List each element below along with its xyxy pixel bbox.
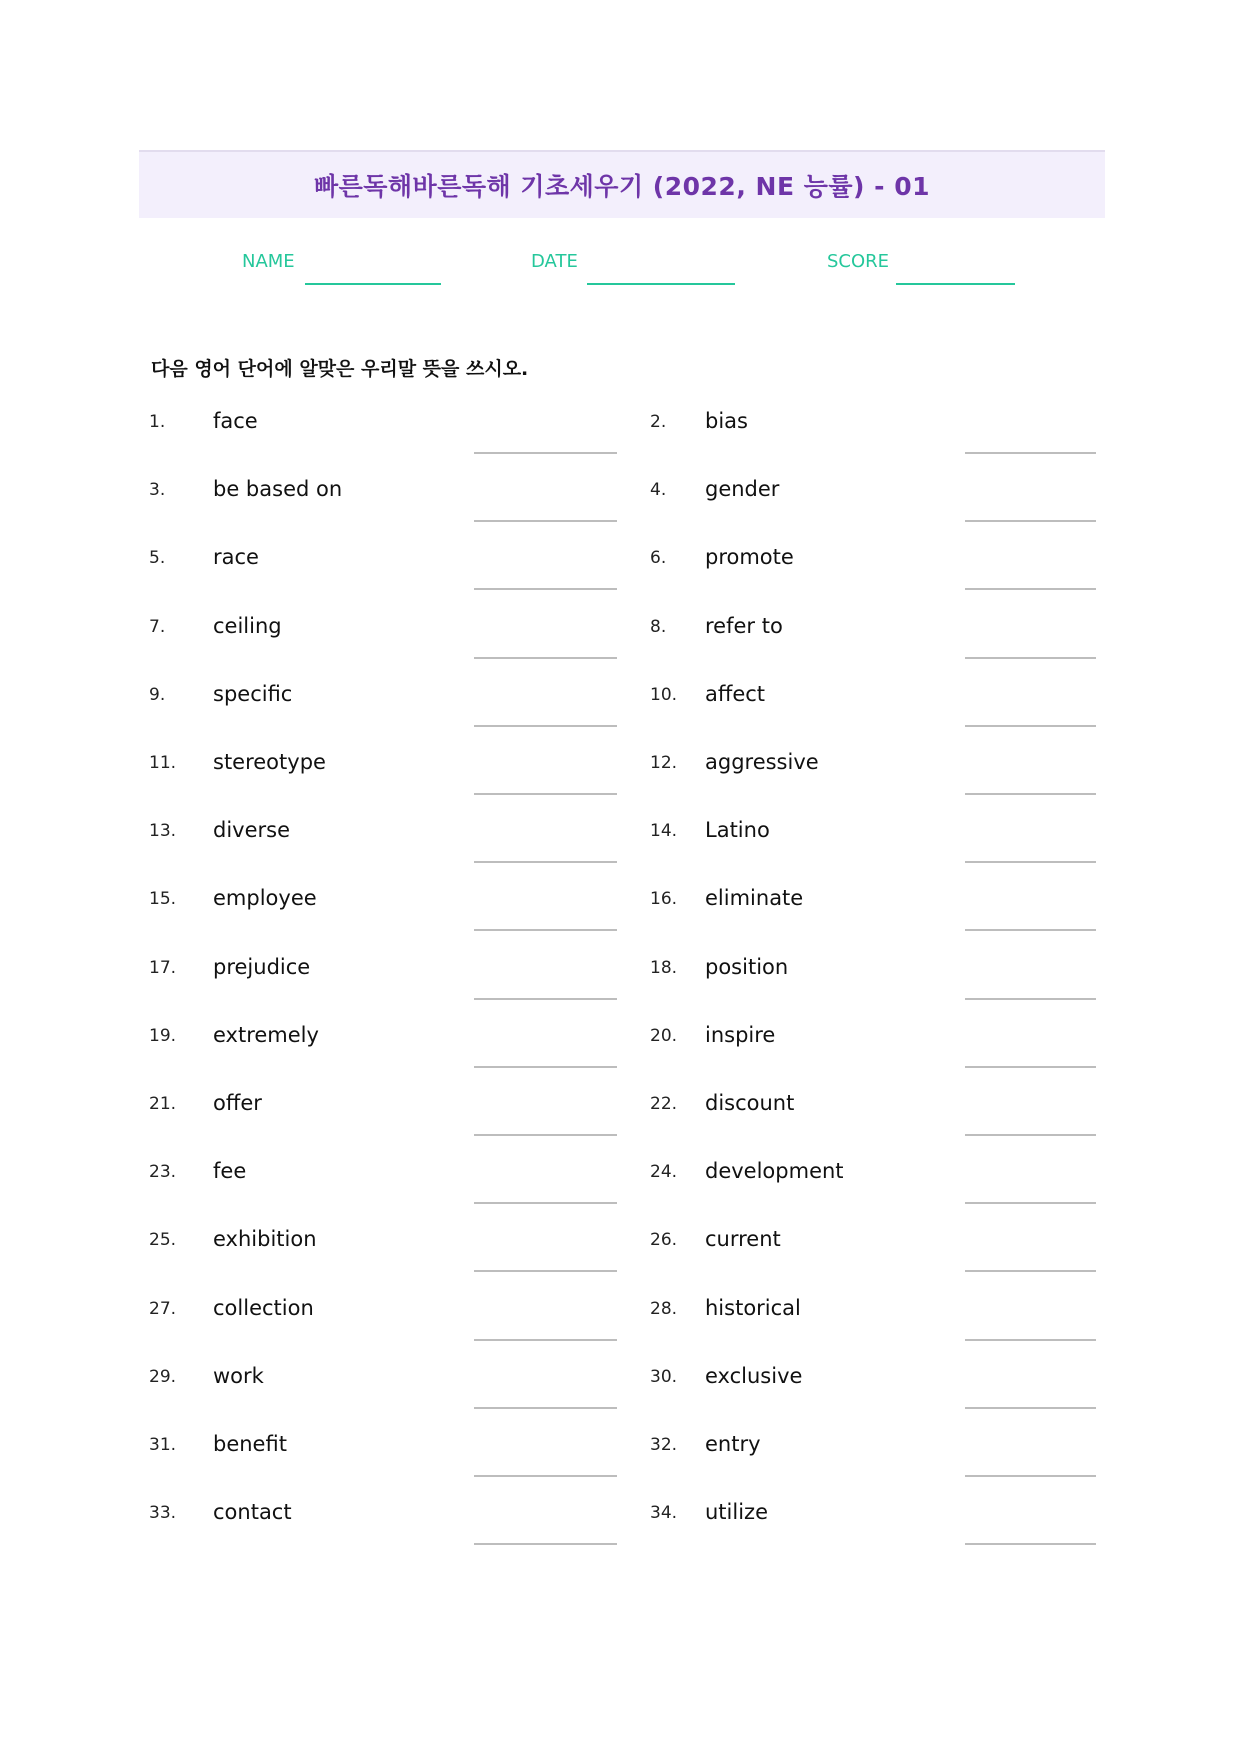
item-word: fee <box>213 1159 247 1184</box>
item-word: extremely <box>213 1022 319 1047</box>
answer-blank[interactable] <box>965 1270 1096 1272</box>
item-word: specific <box>213 681 293 706</box>
name-field[interactable] <box>305 283 441 285</box>
item-word: be based on <box>213 477 343 502</box>
answer-blank[interactable] <box>474 1543 617 1545</box>
list-item <box>149 677 609 717</box>
list-item <box>149 813 609 853</box>
item-word: position <box>705 954 789 979</box>
item-number: 16. <box>650 889 678 910</box>
item-number: 33. <box>149 1503 177 1524</box>
name-label: NAME <box>242 251 295 272</box>
answer-blank[interactable] <box>965 793 1096 795</box>
list-item <box>149 1086 609 1126</box>
answer-blank[interactable] <box>474 1475 617 1477</box>
item-word: race <box>213 545 259 570</box>
answer-blank[interactable] <box>965 725 1096 727</box>
list-item <box>650 677 1110 717</box>
answer-blank[interactable] <box>474 929 617 931</box>
answer-blank[interactable] <box>965 998 1096 1000</box>
item-number: 24. <box>650 1162 678 1183</box>
list-item <box>149 609 609 649</box>
instruction-text: 다음 영어 단어에 알맞은 우리말 뜻을 쓰시오. <box>151 358 529 380</box>
answer-blank[interactable] <box>474 1202 617 1204</box>
item-number: 15. <box>149 889 177 910</box>
item-word: work <box>213 1363 264 1388</box>
item-number: 26. <box>650 1230 678 1251</box>
item-number: 3. <box>149 480 166 501</box>
list-item <box>650 1359 1110 1399</box>
item-word: promote <box>705 545 794 570</box>
item-number: 1. <box>149 412 166 432</box>
score-field[interactable] <box>896 283 1015 285</box>
item-number: 2. <box>650 412 667 432</box>
list-item <box>149 1427 609 1467</box>
item-word: development <box>705 1159 844 1184</box>
answer-blank[interactable] <box>474 1134 617 1136</box>
list-item <box>650 540 1110 580</box>
list-item <box>650 950 1110 990</box>
item-word: entry <box>705 1432 761 1456</box>
answer-blank[interactable] <box>965 520 1096 522</box>
list-item <box>149 881 609 921</box>
answer-blank[interactable] <box>965 452 1096 454</box>
item-word: ceiling <box>213 613 282 638</box>
item-number: 34. <box>650 1503 678 1524</box>
item-word: utilize <box>705 1500 768 1525</box>
answer-blank[interactable] <box>965 1475 1096 1477</box>
list-item <box>650 404 1110 444</box>
item-word: inspire <box>705 1022 776 1047</box>
answer-blank[interactable] <box>474 861 617 863</box>
item-word: face <box>213 409 258 433</box>
answer-blank[interactable] <box>965 1134 1096 1136</box>
list-item <box>650 1495 1110 1535</box>
list-item <box>149 1154 609 1194</box>
answer-blank[interactable] <box>965 1202 1096 1204</box>
answer-blank[interactable] <box>474 1270 617 1272</box>
item-word: prejudice <box>213 954 311 979</box>
item-number: 27. <box>149 1298 177 1319</box>
answer-blank[interactable] <box>965 861 1096 863</box>
list-item <box>650 472 1110 512</box>
item-number: 28. <box>650 1298 678 1319</box>
item-word: bias <box>705 409 748 433</box>
list-item <box>149 1222 609 1262</box>
item-word: current <box>705 1227 781 1252</box>
item-word: collection <box>213 1295 314 1320</box>
item-number: 23. <box>149 1162 177 1183</box>
item-number: 30. <box>650 1366 678 1387</box>
item-word: contact <box>213 1500 292 1525</box>
item-number: 6. <box>650 548 667 569</box>
list-item <box>650 881 1110 921</box>
item-word: benefit <box>213 1432 287 1456</box>
list-item <box>149 472 609 512</box>
item-number: 21. <box>149 1094 177 1114</box>
answer-blank[interactable] <box>965 588 1096 590</box>
item-number: 12. <box>650 753 678 773</box>
list-item <box>650 1291 1110 1331</box>
worksheet-title: 빠른독해바른독해 기초세우기 (2022, NE 능률) - 01 <box>313 172 931 201</box>
list-item <box>149 745 609 785</box>
list-item <box>650 1154 1110 1194</box>
list-item <box>149 540 609 580</box>
item-word: offer <box>213 1091 262 1115</box>
list-item <box>650 745 1110 785</box>
item-word: aggressive <box>705 750 819 774</box>
item-number: 4. <box>650 480 667 501</box>
list-item <box>149 1359 609 1399</box>
item-number: 25. <box>149 1230 177 1251</box>
list-item <box>650 609 1110 649</box>
list-item <box>149 1018 609 1058</box>
list-item <box>650 1086 1110 1126</box>
answer-blank[interactable] <box>474 1407 617 1409</box>
date-field[interactable] <box>587 283 735 285</box>
item-word: diverse <box>213 818 291 843</box>
item-word: stereotype <box>213 750 326 774</box>
item-word: exhibition <box>213 1227 317 1252</box>
answer-blank[interactable] <box>965 1339 1096 1341</box>
answer-blank[interactable] <box>474 657 617 659</box>
item-word: discount <box>705 1091 795 1115</box>
score-label: SCORE <box>827 251 890 272</box>
item-number: 8. <box>650 616 667 637</box>
item-number: 7. <box>149 616 166 637</box>
answer-blank[interactable] <box>965 1066 1096 1068</box>
item-word: employee <box>213 886 317 911</box>
item-number: 13. <box>149 821 177 842</box>
item-word: affect <box>705 681 766 706</box>
date-label: DATE <box>531 251 578 272</box>
answer-blank[interactable] <box>474 793 617 795</box>
answer-blank[interactable] <box>474 520 617 522</box>
item-number: 5. <box>149 548 166 569</box>
item-number: 10. <box>650 684 678 705</box>
answer-blank[interactable] <box>474 725 617 727</box>
list-item <box>650 1018 1110 1058</box>
item-number: 11. <box>149 753 177 773</box>
item-number: 17. <box>149 957 177 978</box>
item-word: eliminate <box>705 886 804 911</box>
answer-blank[interactable] <box>474 1339 617 1341</box>
answer-blank[interactable] <box>474 588 617 590</box>
item-word: refer to <box>705 613 783 638</box>
answer-blank[interactable] <box>965 1407 1096 1409</box>
item-number: 22. <box>650 1094 678 1114</box>
item-number: 31. <box>149 1435 177 1455</box>
answer-blank[interactable] <box>965 929 1096 931</box>
list-item <box>149 404 609 444</box>
item-number: 29. <box>149 1366 177 1387</box>
answer-blank[interactable] <box>965 657 1096 659</box>
item-number: 32. <box>650 1435 678 1455</box>
answer-blank[interactable] <box>474 1066 617 1068</box>
title-bar <box>139 150 1105 218</box>
list-item <box>149 950 609 990</box>
item-number: 20. <box>650 1025 678 1046</box>
list-item <box>149 1495 609 1535</box>
list-item <box>650 1222 1110 1262</box>
list-item <box>650 1427 1110 1467</box>
item-number: 19. <box>149 1025 177 1046</box>
item-word: gender <box>705 477 780 502</box>
item-word: historical <box>705 1295 801 1320</box>
answer-blank[interactable] <box>474 452 617 454</box>
item-word: Latino <box>705 818 770 843</box>
item-number: 14. <box>650 821 678 842</box>
item-word: exclusive <box>705 1363 803 1388</box>
list-item <box>650 813 1110 853</box>
item-number: 9. <box>149 684 166 705</box>
list-item <box>149 1291 609 1331</box>
answer-blank[interactable] <box>474 998 617 1000</box>
answer-blank[interactable] <box>965 1543 1096 1545</box>
item-number: 18. <box>650 957 678 978</box>
